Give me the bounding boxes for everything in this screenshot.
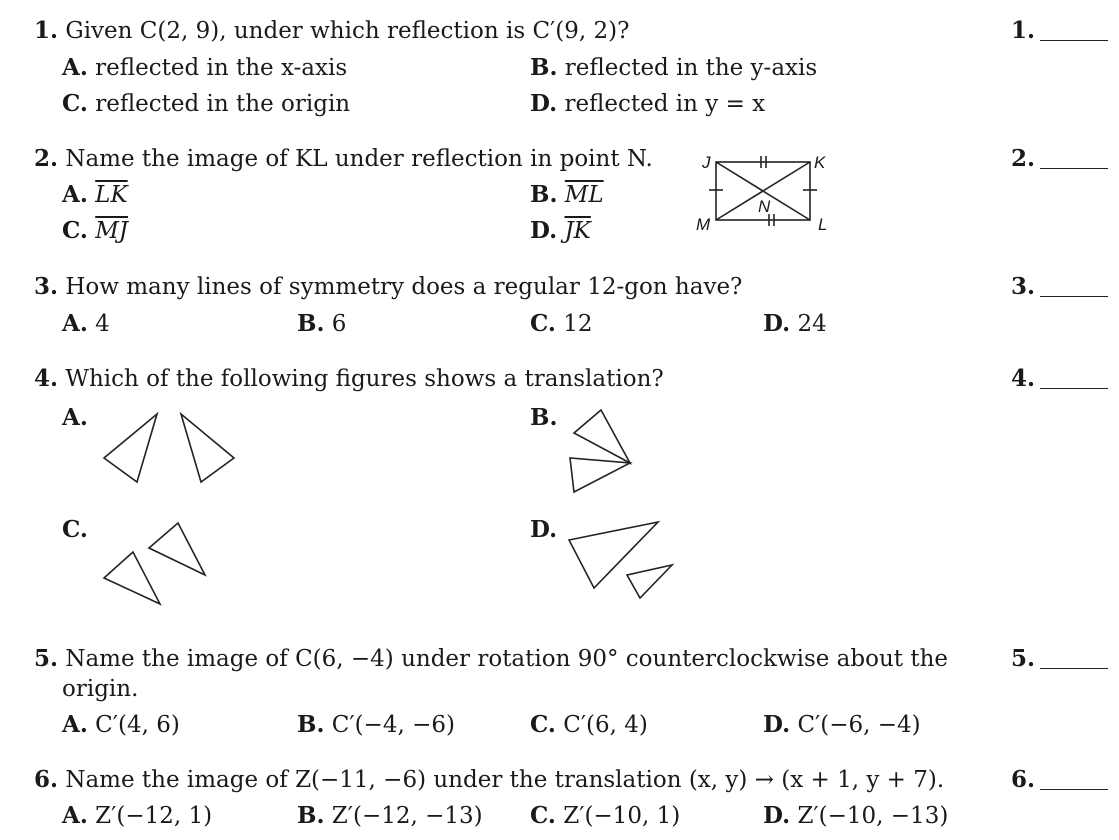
vertex-label-k: K <box>814 153 826 172</box>
answer-blank-6[interactable] <box>1040 789 1108 790</box>
question-3-stem: 3. How many lines of symmetry does a regular 12-gon have? <box>34 273 743 300</box>
figure-a-triangle-2 <box>181 414 234 482</box>
q4-option-a-letter[interactable]: A. <box>62 404 88 431</box>
q4-option-d-letter[interactable]: D. <box>530 516 558 543</box>
figure-a-triangle-1 <box>104 414 157 482</box>
answer-label-1: 1. <box>1011 17 1036 44</box>
q4-option-c-letter[interactable]: C. <box>62 516 88 543</box>
answer-label-3: 3. <box>1011 273 1036 300</box>
q5-option-c[interactable]: C. C′(6, 4) <box>530 711 648 738</box>
question-5-stem-line1: 5. Name the image of C(6, −4) under rotation 90° counterclockwise about the <box>34 645 948 672</box>
answer-label-4: 4. <box>1011 365 1036 392</box>
q6-option-b[interactable]: B. Z′(−12, −13) <box>297 802 483 829</box>
question-2-stem: 2. Name the image of KL under reflection in point N. <box>34 145 653 172</box>
question-1-stem: 1. Given C(2, 9), under which reflection is C′(9, 2)? <box>34 17 630 44</box>
q6-option-d[interactable]: D. Z′(−10, −13) <box>763 802 949 829</box>
q2-option-b[interactable]: B. $\overline{ML}$ <box>530 181 604 208</box>
figure-d-triangle-small <box>627 565 672 598</box>
q3-option-b[interactable]: B. 6 <box>297 310 347 337</box>
figure-b-triangle-2 <box>570 458 630 492</box>
question-4-stem: 4. Which of the following figures shows a translation? <box>34 365 664 392</box>
answer-label-6: 6. <box>1011 766 1036 793</box>
q4-option-b-letter[interactable]: B. <box>530 404 558 431</box>
q1-option-a[interactable]: A. reflected in the x-axis <box>62 54 348 81</box>
q2-option-d[interactable]: D. $\overline{JK}$ <box>530 217 591 244</box>
q3-option-c[interactable]: C. 12 <box>530 310 593 337</box>
answer-label-5: 5. <box>1011 645 1036 672</box>
question-5-stem-line2: origin. <box>62 676 139 702</box>
q5-option-d[interactable]: D. C′(−6, −4) <box>763 711 921 738</box>
figure-b-triangle-1 <box>574 410 630 463</box>
q1-option-c[interactable]: C. reflected in the origin <box>62 90 351 117</box>
figure-d-triangle-large <box>569 522 658 588</box>
question-6-stem: 6. Name the image of Z(−11, −6) under the translation (x, y) → (x + 1, y + 7). <box>34 766 945 793</box>
q1-option-b[interactable]: B. reflected in the y-axis <box>530 54 818 81</box>
answer-blank-5[interactable] <box>1040 668 1108 669</box>
center-label-n: N <box>758 197 771 216</box>
q3-option-a[interactable]: A. 4 <box>62 310 110 337</box>
q2-option-c[interactable]: C. $\overline{MJ}$ <box>62 217 129 244</box>
figure-c-triangle-1 <box>149 523 205 575</box>
q5-option-b[interactable]: B. C′(−4, −6) <box>297 711 455 738</box>
q2-option-a[interactable]: A. $\overline{LK}$ <box>62 181 128 208</box>
figure-c-triangle-2 <box>104 552 160 604</box>
answer-label-2: 2. <box>1011 145 1036 172</box>
vertex-label-j: J <box>702 153 711 172</box>
q5-option-a[interactable]: A. C′(4, 6) <box>62 711 180 738</box>
q1-option-d[interactable]: D. reflected in y = x <box>530 90 766 117</box>
vertex-label-l: L <box>818 215 828 234</box>
q3-option-d[interactable]: D. 24 <box>763 310 827 337</box>
q6-option-c[interactable]: C. Z′(−10, 1) <box>530 802 681 829</box>
q6-option-a[interactable]: A. Z′(−12, 1) <box>62 802 213 829</box>
vertex-label-m: M <box>696 215 711 234</box>
